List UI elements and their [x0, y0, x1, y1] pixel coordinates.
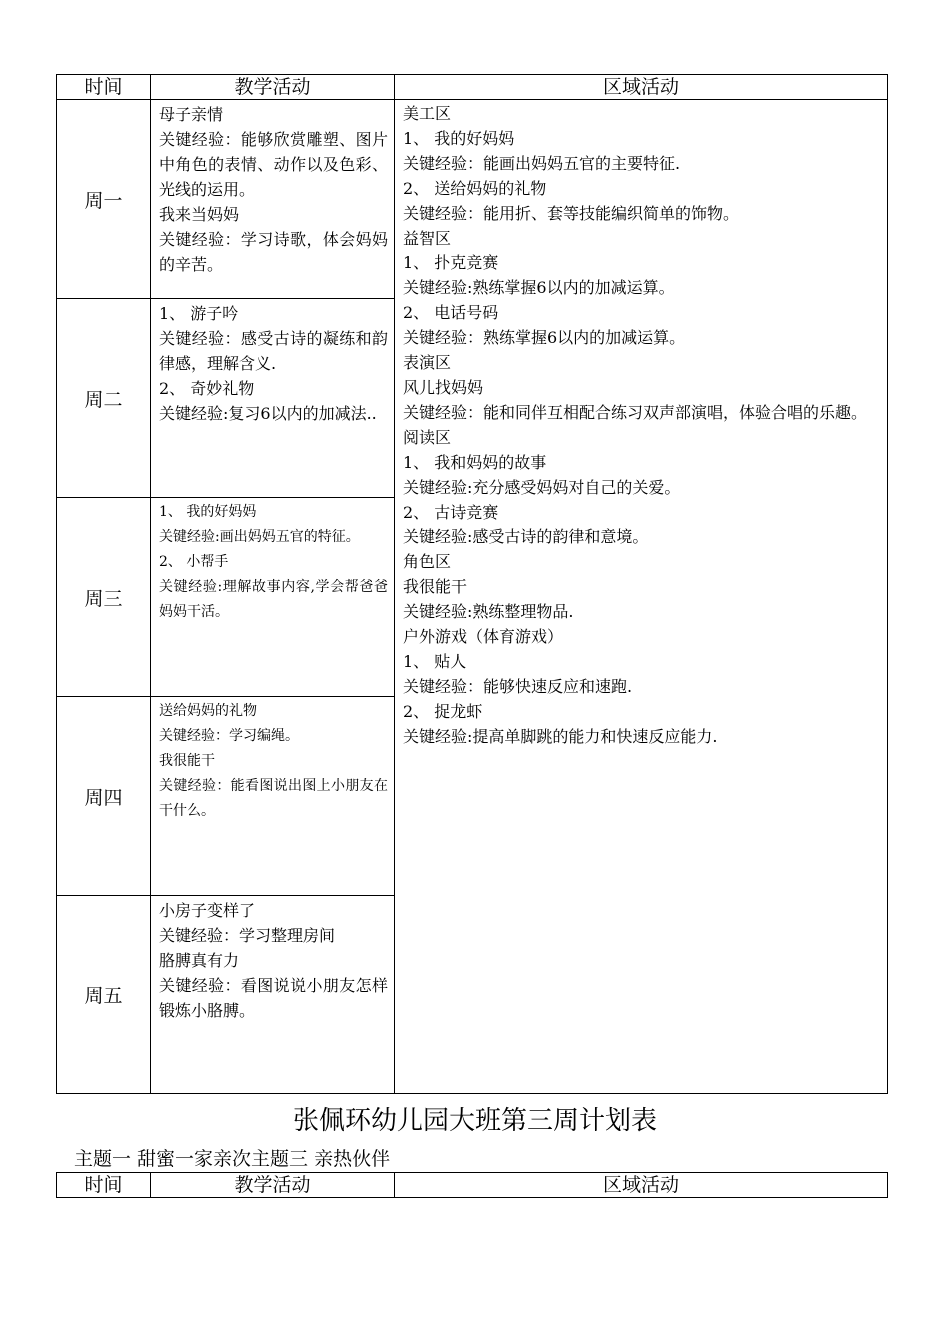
- teaching-line: 关键经验：学习编绳。: [159, 728, 299, 744]
- teaching-line: 关键经验：学习诗歌，体会妈妈的辛苦。: [159, 230, 388, 274]
- area-line: 1、 我和妈妈的故事: [403, 452, 547, 472]
- table-header-row: [57, 75, 888, 100]
- teaching-cell-thursday: [151, 697, 395, 896]
- area-line: 1、 贴人: [403, 651, 467, 671]
- day-label: 周四: [57, 697, 151, 896]
- area-line: 美工区: [403, 104, 452, 123]
- area-line: 关键经验:提高单脚跳的能力和快速反应能力.: [403, 726, 718, 746]
- plan-subtitle: 主题一 甜蜜一家亲次主题三 亲热伙伴: [74, 1148, 391, 1170]
- area-line: 关键经验：能够快速反应和速跑.: [403, 676, 633, 696]
- area-line: 1、 扑克竞赛: [403, 253, 499, 273]
- area-line: 1、 我的好妈妈: [403, 128, 515, 148]
- teaching-line: 关键经验:理解故事内容,学会帮爸爸妈妈干活。: [159, 579, 388, 620]
- weekly-plan-table: [56, 74, 888, 1094]
- area-line: 2、 古诗竞赛: [403, 502, 499, 522]
- teaching-line: 小房子变样了: [159, 901, 256, 920]
- teaching-cell-wednesday: [151, 498, 395, 697]
- teaching-line: 我很能干: [159, 753, 215, 769]
- day-label: 周二: [57, 299, 151, 498]
- teaching-line: 我来当妈妈: [159, 205, 240, 224]
- area-line: 2、 送给妈妈的礼物: [403, 178, 547, 198]
- teaching-line: 1、 我的好妈妈: [159, 504, 257, 520]
- weekly-plan-table-next: [56, 1172, 888, 1198]
- teaching-line: 2、 奇妙礼物: [159, 379, 255, 398]
- header-time: 时间: [57, 1173, 151, 1198]
- day-label: 周三: [57, 498, 151, 697]
- header-teaching: 教学活动: [151, 75, 395, 100]
- teaching-line: 关键经验：能够欣赏雕塑、图片中角色的表情、动作以及色彩、光线的运用。: [159, 130, 388, 199]
- header-teaching: 教学活动: [151, 1173, 395, 1198]
- area-line: 关键经验：能和同伴互相配合练习双声部演唱，体验合唱的乐趣。: [403, 402, 868, 422]
- table-row: [57, 100, 888, 299]
- area-line: 关键经验:充分感受妈妈对自己的关爱。: [403, 477, 681, 497]
- area-line: 关键经验:熟练掌握6以内的加减运算。: [403, 278, 675, 298]
- teaching-line: 送给妈妈的礼物: [159, 703, 257, 719]
- teaching-line: 关键经验:复习6以内的加减法..: [159, 404, 377, 423]
- area-line: 关键经验：能画出妈妈五官的主要特征.: [403, 153, 681, 173]
- table-header-row: [57, 1173, 888, 1198]
- teaching-cell-monday: [151, 100, 395, 299]
- area-line: 关键经验:感受古诗的韵律和意境。: [403, 527, 649, 547]
- teaching-cell-friday: [151, 896, 395, 1094]
- teaching-line: 关键经验：看图说说小朋友怎样锻炼小胳膊。: [159, 976, 388, 1020]
- day-label: 周一: [57, 100, 151, 299]
- area-line: 关键经验：能用折、套等技能编织简单的饰物。: [403, 203, 740, 223]
- area-activities-cell: [395, 100, 888, 1094]
- day-label: 周五: [57, 896, 151, 1094]
- header-area: 区域活动: [395, 1173, 888, 1198]
- teaching-line: 关键经验:画出妈妈五官的特征。: [159, 529, 360, 545]
- area-line: 风儿找妈妈: [403, 377, 484, 397]
- area-line: 我很能干: [403, 577, 468, 597]
- area-line: 角色区: [403, 552, 452, 572]
- area-line: 2、 捉龙虾: [403, 701, 483, 721]
- teaching-line: 母子亲情: [159, 105, 224, 124]
- teaching-line: 胳膊真有力: [159, 951, 240, 970]
- area-line: 户外游戏（体育游戏）: [403, 627, 564, 647]
- header-area: 区域活动: [395, 75, 888, 100]
- teaching-line: 关键经验：能看图说出图上小朋友在干什么。: [159, 778, 388, 819]
- teaching-cell-tuesday: [151, 299, 395, 498]
- teaching-line: 2、 小帮手: [159, 554, 229, 570]
- teaching-line: 关键经验：学习整理房间: [159, 926, 336, 945]
- header-time: 时间: [57, 75, 151, 100]
- teaching-line: 1、 游子吟: [159, 304, 239, 323]
- plan-title: 张佩环幼儿园大班第三周计划表: [292, 1106, 657, 1136]
- area-line: 关键经验：熟练掌握6以内的加减运算。: [403, 328, 686, 348]
- area-line: 表演区: [403, 353, 452, 373]
- area-line: 益智区: [403, 228, 452, 248]
- area-line: 关键经验:熟练整理物品.: [403, 602, 574, 622]
- area-line: 2、 电话号码: [403, 303, 499, 323]
- teaching-line: 关键经验：感受古诗的凝练和韵律感，理解含义.: [159, 329, 388, 373]
- area-line: 阅读区: [403, 427, 452, 447]
